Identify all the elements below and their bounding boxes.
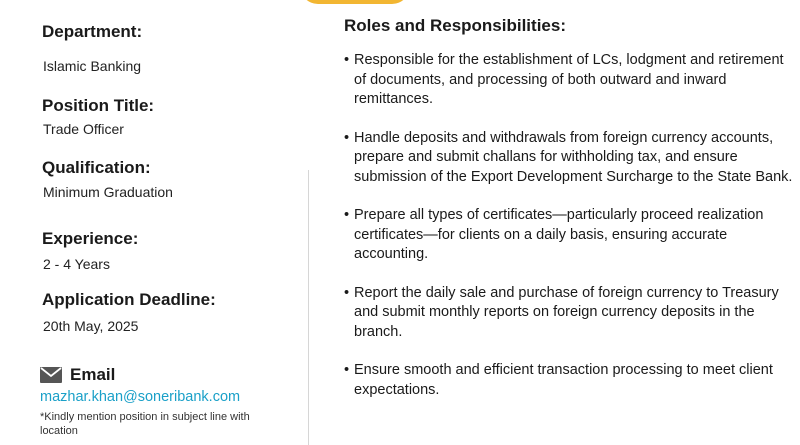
list-item <box>344 284 794 343</box>
experience-value: 2 - 4 Years <box>43 256 110 272</box>
position-title-value: Trade Officer <box>43 121 124 137</box>
top-accent-shape <box>300 0 410 4</box>
responsibility-text: Report the daily sale and purchase of foreign currency to Treasury and submit monthly reports on foreign currency deposits in the branch. <box>354 284 779 340</box>
column-divider <box>308 170 309 445</box>
list-item <box>344 361 794 400</box>
bullet-marker: • <box>344 207 350 223</box>
job-details-panel <box>0 0 300 445</box>
roles-panel <box>344 16 794 419</box>
responsibility-text: Ensure smooth and efficient transaction processing to meet client expectations. <box>354 362 773 398</box>
email-note: *Kindly mention position in subject line with location <box>40 411 250 437</box>
bullet-marker: • <box>344 284 350 301</box>
list-item <box>344 129 794 188</box>
responsibility-text: Responsible for the establishment of LCs, lodgment and retirement of documents, and processing of both outward and inward remittances. <box>354 52 784 107</box>
responsibility-text: Handle deposits and withdrawals from foreign currency accounts, prepare and submit challans for withholding tax, and ensure submission of the Export Development Surcharge to the State Bank. <box>354 129 793 185</box>
application-deadline-label: Application Deadline: <box>42 290 216 309</box>
qualification-label: Qualification: <box>42 158 151 177</box>
department-label: Department: <box>42 22 143 41</box>
department-value: Islamic Banking <box>43 58 142 74</box>
list-item <box>344 206 794 265</box>
position-title-label: Position Title: <box>42 96 155 115</box>
qualification-value: Minimum Graduation <box>43 184 173 200</box>
email-heading <box>40 365 115 385</box>
email-label: Email <box>70 365 116 384</box>
email-address-link[interactable]: mazhar.khan@soneribank.com <box>40 389 241 405</box>
experience-label: Experience: <box>42 229 139 248</box>
list-item <box>344 51 794 110</box>
bullet-marker: • <box>344 52 350 68</box>
responsibilities-list <box>344 51 794 400</box>
bullet-marker: • <box>344 129 350 146</box>
roles-heading: Roles and Responsibilities: <box>344 16 566 35</box>
bullet-marker: • <box>344 362 350 378</box>
responsibility-text: Prepare all types of certificates—particularly proceed realization certificates—for clients on a daily basis, ensuring accurate accounting. <box>354 207 764 262</box>
application-deadline-value: 20th May, 2025 <box>43 318 139 334</box>
envelope-icon <box>40 367 62 383</box>
